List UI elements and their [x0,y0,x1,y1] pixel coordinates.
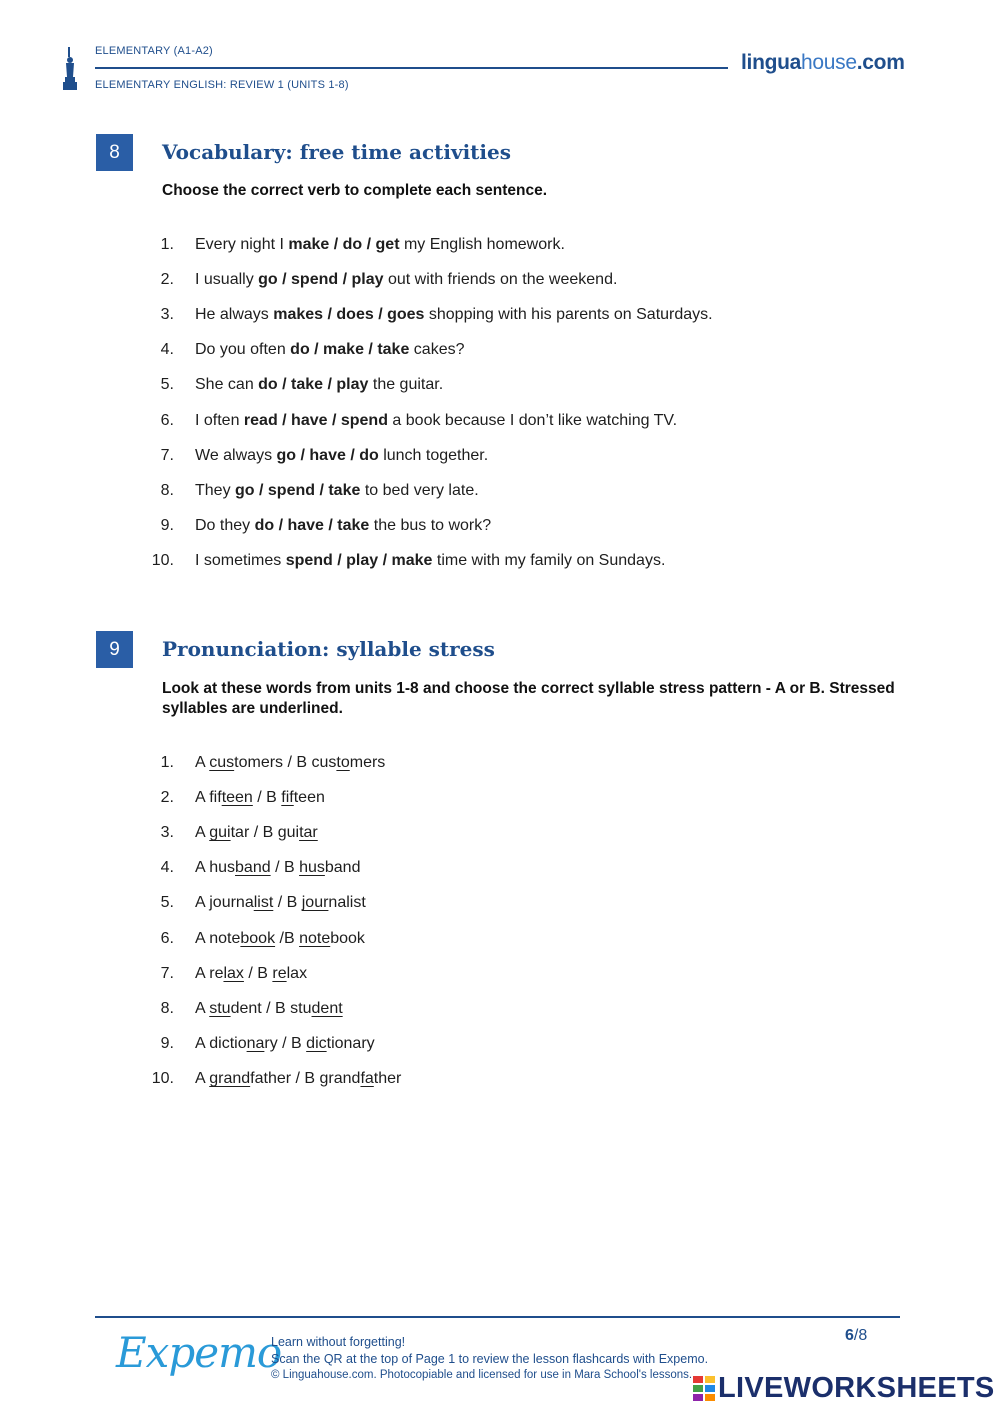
verb-options[interactable]: make / do / get [288,236,400,253]
word-segment: /B [275,929,300,947]
section-8-instruction: Choose the correct verb to complete each sentence. [162,182,548,199]
section-number-9: 9 [96,631,133,668]
stressed-syllable: to [336,754,350,771]
pronunciation-item[interactable] [160,789,325,807]
footer-text [271,1334,708,1384]
brand-part-lingua: lingua [741,51,802,74]
item-number: 6. [160,929,174,947]
vocabulary-item [160,481,479,500]
stressed-syllable: book [240,929,276,947]
liveworksheets-logo-icon [693,1376,715,1402]
item-text-before: Do they [195,516,255,534]
word-segment: A [195,824,210,842]
verb-options[interactable]: makes / does / goes [273,306,425,324]
item-number: 2. [160,271,174,289]
brand-part-house: house [801,51,857,74]
stressed-syllable: na [246,1034,265,1052]
liveworksheets-brand[interactable]: LIVEWORKSHEETS [718,1372,995,1404]
stressed-syllable: fa [360,1069,374,1087]
word-segment: dent / B stu [230,999,312,1017]
vocabulary-item [160,306,713,324]
stressed-syllable: fif [281,789,294,807]
item-text-before: Every night I [195,236,289,253]
item-number: 4. [160,341,174,359]
item-number: 5. [160,376,174,394]
verb-options[interactable]: do / take / play [258,376,369,394]
pronunciation-item[interactable] [151,1069,402,1088]
item-text-after: lunch together. [378,446,489,464]
stressed-syllable: cus [209,754,235,771]
item-number: 1. [160,236,174,253]
stressed-syllable: tar [299,824,318,842]
header-divider [95,67,728,69]
vocabulary-item [160,341,465,359]
page-current: 6 [845,1327,854,1344]
vocabulary-item [151,551,666,570]
stressed-syllable: jour [301,894,329,912]
stressed-syllable: teen [221,789,253,807]
statue-of-liberty-icon [62,47,78,90]
item-text-before: She can [195,376,259,394]
section-number-8: 8 [96,134,133,171]
header-level: ELEMENTARY (A1-A2) [95,45,213,57]
footer-divider [95,1316,900,1318]
expemo-logo[interactable]: Expemo [116,1328,282,1377]
item-number: 8. [160,999,174,1017]
word-segment: A fif [195,789,222,807]
stressed-syllable: note [299,929,331,947]
item-number: 2. [160,789,174,807]
item-text-before: I usually [195,271,259,289]
verb-options[interactable]: do / make / take [290,341,410,359]
verb-options[interactable]: go / spend / take [235,481,361,499]
verb-options[interactable]: do / have / take [254,516,370,534]
pronunciation-item[interactable] [160,1034,375,1053]
stressed-syllable: grand [209,1069,251,1087]
item-number: 4. [160,859,174,877]
verb-options[interactable]: read / have / spend [243,411,388,429]
word-segment: ry / B [264,1034,307,1052]
stressed-syllable: stu [209,999,231,1017]
footer-line-3: © Linguahouse.com. Photocopiable and licensed for use in Mara School's lessons. [271,1369,693,1381]
item-text-before: We always [195,446,277,464]
page-total: 8 [858,1327,868,1344]
item-number: 1. [160,754,174,771]
item-number: 9. [160,1034,174,1052]
item-number: 10. [151,1069,174,1087]
item-text-after: out with friends on the weekend. [383,271,618,289]
word-segment: A [195,754,210,771]
word-segment: teen [293,789,325,807]
stressed-syllable: list [253,894,274,912]
stressed-syllable: dic [306,1034,327,1052]
item-number: 8. [160,481,174,499]
item-number: 7. [160,964,174,982]
stressed-syllable: band [235,859,271,877]
item-number: 3. [160,824,174,842]
word-segment: father / B grand [250,1069,361,1087]
word-segment: / B [270,859,300,877]
section-9-instruction: Look at these words from units 1-8 and choose the correct syllable stress pattern - A or B. Stressed syllables are underlined. [162,680,895,717]
vocabulary-item [160,446,489,465]
word-segment: band [324,859,361,877]
section-title-vocabulary: Vocabulary: free time activities [162,140,511,164]
stressed-syllable: lax [223,964,244,982]
item-text-after: the bus to work? [369,516,492,534]
item-text-before: I sometimes [195,551,286,569]
item-text-after: cakes? [409,341,465,359]
header-course: ELEMENTARY ENGLISH: REVIEW 1 (UNITS 1-8) [95,79,349,91]
vocabulary-item [160,516,492,535]
verb-options[interactable]: spend / play / make [285,551,433,569]
word-segment: A journa [195,894,254,912]
stressed-syllable: dent [311,999,343,1017]
item-number: 3. [160,306,174,324]
word-segment: A dictio [195,1034,247,1052]
item-text-after: time with my family on Sundays. [432,551,666,569]
word-segment: book [330,929,365,947]
section-title-pronunciation: Pronunciation: syllable stress [162,637,495,661]
item-number: 9. [160,516,174,534]
brand-part-com: .com [856,51,905,74]
word-segment: mers [349,754,386,771]
verb-options[interactable]: go / spend / play [258,271,384,289]
stressed-syllable: gui [209,824,231,842]
word-segment: A [195,999,210,1017]
item-text-before: Do you often [195,341,291,359]
item-text-after: the guitar. [368,376,444,394]
pronunciation-item[interactable] [160,999,343,1018]
word-segment: tionary [326,1034,375,1052]
item-text-before: I often [195,411,244,429]
pronunciation-item[interactable] [160,929,365,948]
vocabulary-item [160,271,618,289]
verb-options[interactable]: go / have / do [276,446,379,464]
item-text-after: my English homework. [399,236,565,253]
brand-logo[interactable] [741,51,905,75]
word-segment: tar / B gui [230,824,300,842]
word-segment: tomers / B cus [234,754,337,771]
word-segment: nalist [328,894,366,912]
item-number: 5. [160,894,174,912]
vocabulary-item [160,236,565,254]
word-segment: lax [286,964,308,982]
word-segment: A re [195,964,224,982]
word-segment: / B [252,789,282,807]
page-separator: / [853,1327,859,1344]
page-number [845,1327,867,1345]
footer-line-1: Learn without forgetting! [271,1335,406,1349]
word-segment: A hus [195,859,236,877]
word-segment: A note [195,929,241,947]
word-segment: A [195,1069,210,1087]
item-number: 10. [151,551,174,569]
item-text-after: shopping with his parents on Saturdays. [424,306,713,324]
item-number: 7. [160,446,174,464]
footer-line-2: Scan the QR at the top of Page 1 to review the lesson flashcards with Expemo. [271,1351,709,1366]
word-segment: / B [243,964,273,982]
item-text-before: He always [195,306,274,324]
vocabulary-item [160,376,444,394]
item-number: 6. [160,411,174,429]
pronunciation-item[interactable] [160,824,318,842]
item-text-before: They [195,481,236,499]
vocabulary-item [160,411,678,430]
item-text-after: to bed very late. [360,481,479,499]
pronunciation-item[interactable] [160,859,361,877]
item-text-after: a book because I don’t like watching TV. [387,411,678,429]
pronunciation-item[interactable] [160,964,308,983]
stressed-syllable: hus [299,859,325,877]
word-segment: / B [273,894,302,912]
stressed-syllable: re [272,964,287,982]
pronunciation-item[interactable] [160,754,386,772]
pronunciation-item[interactable] [160,894,366,912]
word-segment: ther [373,1069,402,1087]
